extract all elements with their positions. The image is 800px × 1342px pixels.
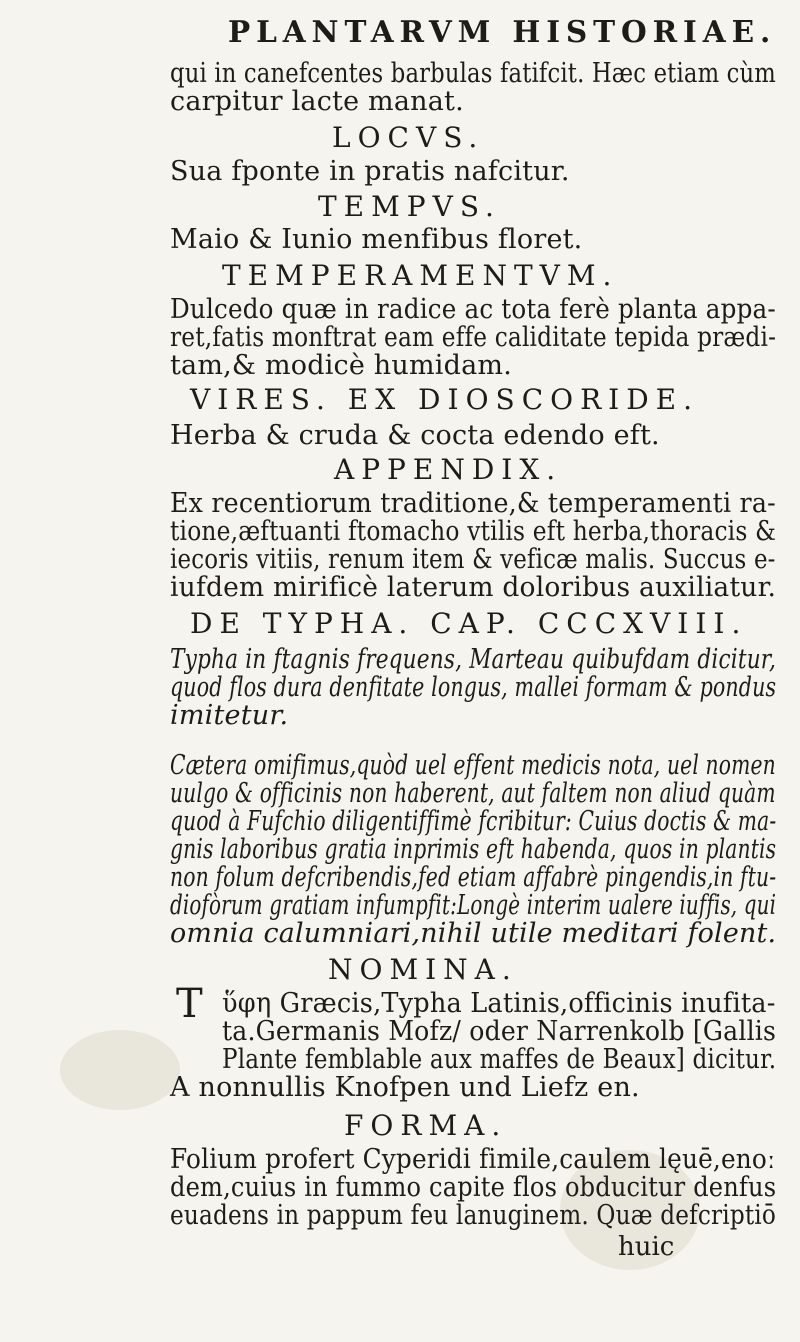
text-line: Plante femblable aux maffes de Beaux] dicitur. bbox=[222, 1044, 777, 1075]
text-line: omnia calumniari,nihil utile meditari folent. bbox=[170, 918, 777, 949]
text-line: tione,æftuanti ftomacho vtilis eft herba,thoracis & bbox=[170, 516, 777, 547]
text-line: gnis laboribus gratia inprimis eft habenda, quos in plantis bbox=[170, 834, 777, 865]
text-line: iecoris vitiis, renum item & veficæ malis. Succus e- bbox=[170, 544, 776, 575]
chapter-heading: DE TYPHA. CAP. CCCXVIII. bbox=[190, 607, 748, 640]
running-header: PLANTARVM HISTORIAE. bbox=[228, 15, 777, 50]
text-line: ta.Germanis Mofz/ oder Narrenkolb [Gallis bbox=[222, 1016, 777, 1047]
section-heading: TEMPERAMENTVM. bbox=[222, 259, 619, 292]
text-line: Typha in ftagnis frequens, Marteau quibufdam dicitur, bbox=[170, 644, 776, 675]
text-line: Ex recentiorum traditione,& temperamenti ra- bbox=[170, 488, 776, 519]
text-line: ὕφη Græcis,Typha Latinis,officinis inufita- bbox=[222, 988, 776, 1019]
text-line: Sua fponte in pratis nafcitur. bbox=[170, 156, 570, 187]
text-line: qui in canefcentes barbulas fatifcit. Hæc etiam cùm bbox=[170, 58, 776, 89]
text-line: quod à Fufchio diligentiffimè fcribitur: Cuius doctis & ma- bbox=[170, 806, 777, 837]
section-heading: VIRES. EX DIOSCORIDE. bbox=[190, 383, 700, 416]
text-line: Folium profert Cyperidi fimile,caulem lęuē,enoː bbox=[170, 1144, 776, 1175]
text-line: Herba & cruda & cocta edendo eft. bbox=[170, 420, 660, 451]
section-heading: TEMPVS. bbox=[318, 190, 501, 223]
text-line: Cætera omifimus,quòd uel effent medicis nota, uel nomen bbox=[170, 750, 776, 781]
text-line: non folum defcribendis,fed etiam affabrè pingendis,in ftu- bbox=[170, 862, 777, 893]
text-line: uulgo & officinis non haberent, aut faltem non aliud quàm bbox=[170, 778, 776, 809]
text-line: Dulcedo quæ in radice ac tota ferè planta appa- bbox=[170, 294, 776, 325]
text-line: A nonnullis Knofpen und Liefz en. bbox=[170, 1072, 640, 1103]
text-line: quod flos dura denfitate longus, mallei formam & pondus bbox=[170, 672, 777, 703]
text-line: diofòrum gratiam infumpfit:Longè interim ualere iuffis, qui bbox=[170, 890, 777, 921]
paper-stain bbox=[60, 1030, 180, 1110]
catchword: huic bbox=[618, 1232, 675, 1262]
text-line: imitetur. bbox=[170, 700, 289, 731]
text-line: dem,cuius in fummo capite flos obducitur denfus bbox=[170, 1172, 777, 1203]
section-heading: NOMINA. bbox=[328, 953, 518, 986]
text-line: Maio & Iunio menfibus floret. bbox=[170, 224, 583, 255]
section-heading: FORMA. bbox=[344, 1109, 508, 1142]
drop-cap: T bbox=[176, 981, 203, 1027]
text-line: euadens in pappum feu lanuginem. Quæ defcriptiō bbox=[170, 1200, 777, 1231]
text-line: iufdem mirificè laterum doloribus auxiliatur. bbox=[170, 572, 777, 603]
text-line: ret,fatis monftrat eam effe caliditate tepida prædi- bbox=[170, 322, 777, 353]
section-heading: LOCVS. bbox=[332, 121, 485, 154]
text-line: tam,& modicè humidam. bbox=[170, 350, 512, 381]
text-line: carpitur lacte manat. bbox=[170, 86, 464, 117]
section-heading: APPENDIX. bbox=[334, 453, 563, 486]
